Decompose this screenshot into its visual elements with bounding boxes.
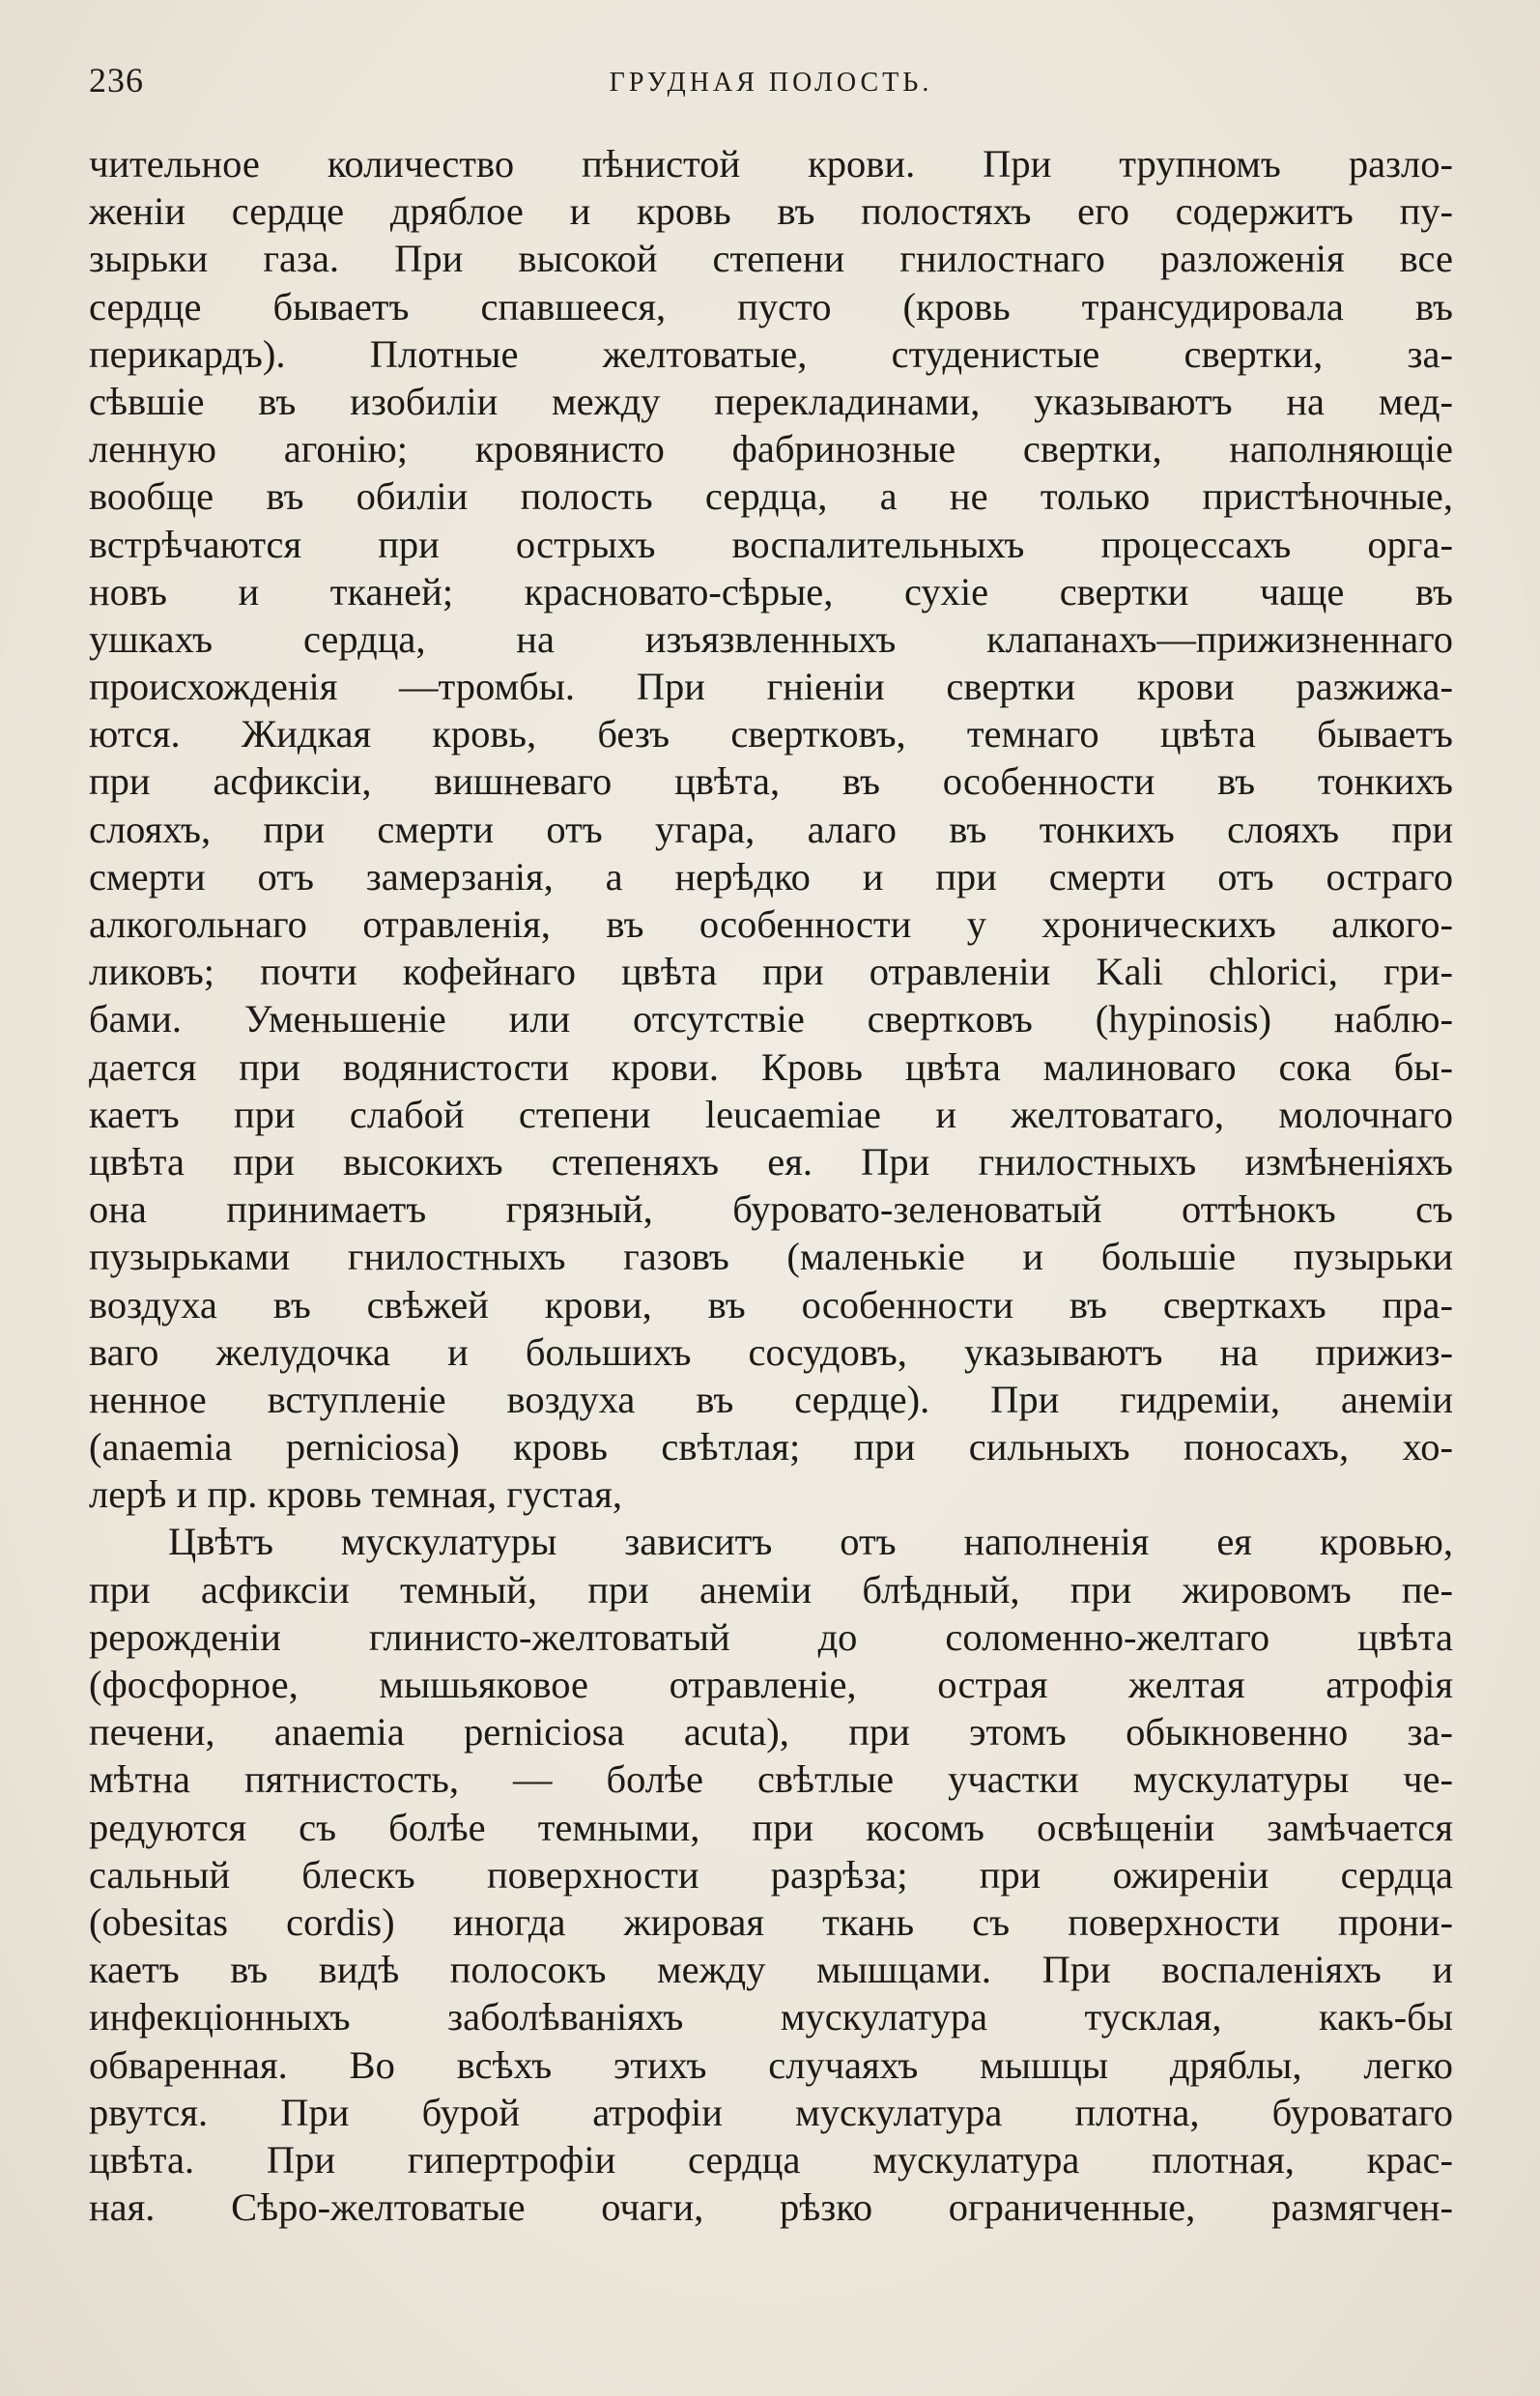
text-line: ная. Сѣро-желтоватые очаги, рѣзко ограниченные, размягчен- xyxy=(89,2185,1453,2230)
text-line: она принимаетъ грязный, буровато-зеленоватый оттѣнокъ съ xyxy=(89,1187,1453,1232)
running-title: ГРУДНАЯ ПОЛОСТЬ. xyxy=(609,68,933,98)
page-number: 236 xyxy=(89,61,144,100)
text-line: бами. Уменьшеніе или отсутствіе сверткoвъ (hypinosis) наблю- xyxy=(89,997,1453,1041)
text-line: ленную агонію; кровянисто фабринозные свертки, наполняющіе xyxy=(89,427,1453,471)
text-line: редуются съ болѣе темными, при косомъ освѣщеніи замѣчается xyxy=(89,1805,1453,1849)
text-line: печени, anaemia perniciosa acuta), при этомъ обыкновенно за- xyxy=(89,1710,1453,1754)
text-line: женіи сердце дряблое и кровь въ полостяхъ его содержитъ пу- xyxy=(89,189,1453,234)
text-line: пузырьками гнилостныхъ газовъ (маленькіе и большіе пузырьки xyxy=(89,1235,1453,1279)
text-line: сердце бываетъ спавшееся, пусто (кровь трансудировала въ xyxy=(89,284,1453,328)
text-line: перикардъ). Плотные желтоватые, студенистые свертки, за- xyxy=(89,331,1453,376)
text-line: происхожденія —тромбы. При гніеніи свертки крови разжижа- xyxy=(89,665,1453,709)
text-line: каетъ въ видѣ полосокъ между мышцами. При воспаленіяхъ и xyxy=(89,1948,1453,1992)
text-line: (фосфорное, мышьяковое отравленіе, острая желтая атрофія xyxy=(89,1663,1453,1706)
text-line: встрѣчаются при острыхъ воспалительныхъ процессахъ орга- xyxy=(89,522,1453,566)
text-line: слояхъ, при смерти отъ угара, алаго въ тонкихъ слояхъ при xyxy=(89,807,1453,851)
text-line: обваренная. Во всѣхъ этихъ случаяхъ мышцы дряблы, легко xyxy=(89,2042,1453,2087)
text-line: зырьки газа. При высокой степени гнилостнаго разложенія все xyxy=(89,237,1453,281)
page-header xyxy=(89,60,1453,118)
text-line: ненное вступленіе воздуха въ сердце). При гидреміи, анеміи xyxy=(89,1377,1453,1421)
body-text xyxy=(89,140,1453,2231)
text-line: вообще въ обиліи полость сердца, а не только пристѣночные, xyxy=(89,474,1453,519)
text-line: сальный блескъ поверхности разрѣза; при ожиреніи сердца xyxy=(89,1852,1453,1897)
text-line: ушкахъ сердца, на изъязвленныхъ клапанахъ—прижизненнаго xyxy=(89,616,1453,661)
text-line: лерѣ и пр. кровь темная, густая, xyxy=(89,1472,623,1517)
text-line: чительное количество пѣнистой крови. При трупномъ разло- xyxy=(89,142,1453,185)
text-line: смерти отъ замерзанія, а нерѣдко и при смерти отъ остраго xyxy=(89,854,1453,898)
text-line: воздуха въ свѣжей крови, въ особенности въ сверткахъ пра- xyxy=(89,1282,1453,1326)
text-line: цвѣта при высокихъ степеняхъ ея. При гнилостныхъ измѣненіяхъ xyxy=(89,1139,1453,1184)
text-line: алкогольнаго отравленія, въ особенности у хроническихъ алкого- xyxy=(89,902,1453,946)
text-line: рерожденіи глинисто-желтоватый до соломенно-желтаго цвѣта xyxy=(89,1614,1453,1659)
text-line: ликовъ; почти кофейнаго цвѣта при отравленіи Kali chlorici, гри- xyxy=(89,950,1453,994)
text-line: (anaemia perniciosa) кровь свѣтлая; при сильныхъ поносахъ, хо- xyxy=(89,1425,1453,1469)
text-line: сѣвшіе въ изобиліи между перекладинами, указываютъ на мед- xyxy=(89,379,1453,423)
text-line: при асфиксіи темный, при анеміи блѣдный, при жировомъ пе- xyxy=(89,1567,1453,1612)
text-line: при асфиксіи, вишневаго цвѣта, въ особенности въ тонкихъ xyxy=(89,759,1453,804)
text-line: рвутся. При бурой атрофіи мускулатура плотна, буроватаго xyxy=(89,2090,1453,2134)
text-line: дается при водянистости крови. Кровь цвѣта малиноваго сока бы- xyxy=(89,1044,1453,1089)
text-line: (obesitas cordis) иногда жировая ткань съ поверхности прони- xyxy=(89,1899,1453,1944)
text-line: новъ и тканей; красновато-сѣрые, сухіе свертки чаще въ xyxy=(89,569,1453,613)
text-line: Цвѣтъ мускулатуры зависитъ отъ наполненія ея кровью, xyxy=(168,1520,1453,1564)
text-line: цвѣта. При гипертрофіи сердца мускулатура плотная, крас- xyxy=(89,2137,1453,2182)
text-line: инфекціонныхъ заболѣваніяхъ мускулатура тусклая, какъ-бы xyxy=(89,1995,1453,2039)
text-line: ются. Жидкая кровь, безъ сверткoвъ, темнаго цвѣта бываетъ xyxy=(89,712,1453,756)
text-line: мѣтна пятнистость, — болѣе свѣтлые участки мускулатуры че- xyxy=(89,1757,1453,1802)
text-line: ваго желудочка и большихъ сосудовъ, указываютъ на прижиз- xyxy=(89,1329,1453,1374)
text-line: каетъ при слабой степени leucaemiae и желтоватаго, молочнаго xyxy=(89,1092,1453,1136)
